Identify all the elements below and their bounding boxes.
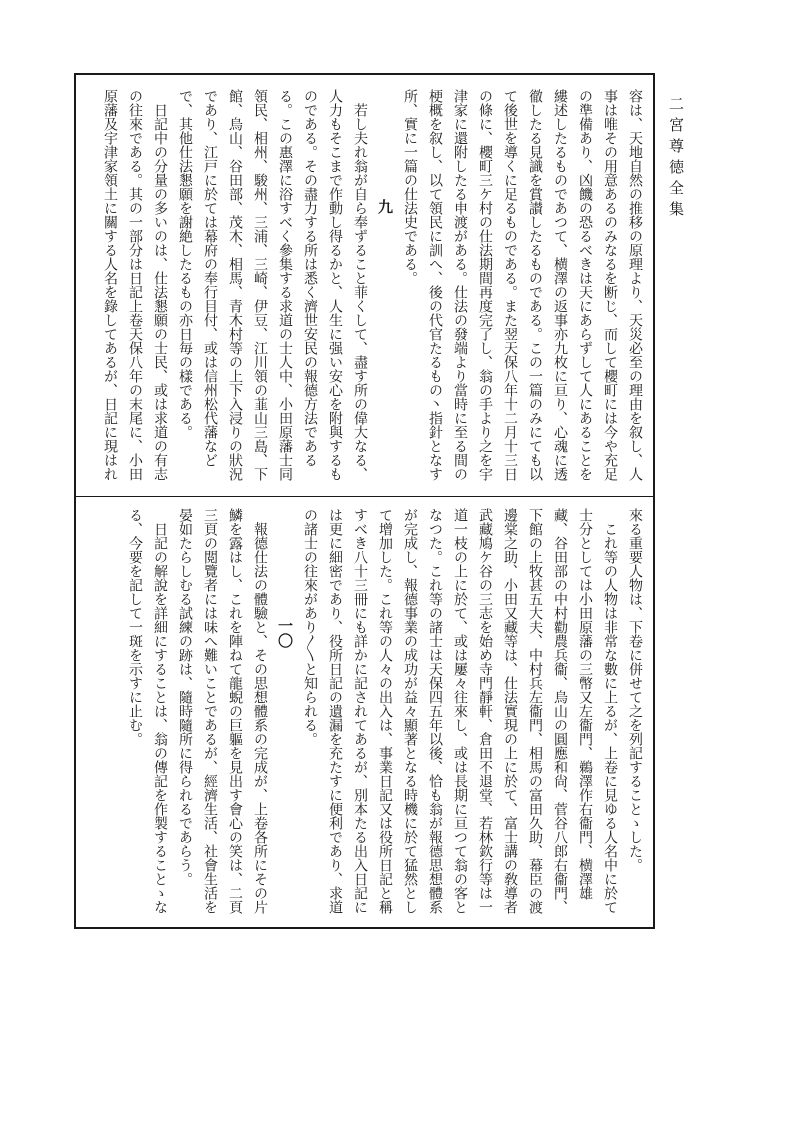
paragraph: 若し夫れ翁が自ら奉ずること菲くして、盡す所の偉大なる、人力もそこまで作動し得るかと、人生に强い安心を附與するものである。その盡力する所は悉く濟世安民の報德方法であるる。この惠澤に浴すべく參集する求道の士人中、小田原藩士同領民、相州、駿州、三浦、三崎、伊豆、江川領の韮山三島、下館、烏山、谷田部、茂木、相馬、青木村等の上下入浸りの狀況であり、江戸に於ては幕府の奉行目付、或は信州松代藩などで、其他仕法懇願を謝絶したるもの亦日毎の樣である。 (177, 89, 368, 481)
paragraph: これ等の人物は非常な數に上るが、上卷に見ゆる人名中に於て士分としては小田原藩の三幣又左衞門、鵜澤作右衞門、横澤雄藏、谷田部の中村勸農兵衞、烏山の圓應和尙、菅谷八郎右衞門、下館の上牧甚五大夫、中村兵左衞門、相馬の富田久助、幕臣の渡邊棠之助、小田又藏等は、仕法實現の上に於て、富士講の敎導者武藏鳩ケ谷の三志を始め寺門靜軒、倉田不退堂、若林欽行等は一道一枝の上に於て、或は屢々往來し、或は長期に亘つて翁の客となつた。これ等の諸士は天保四五年以後、恰も翁が報德思想體系が完成し、報德事業の成功が益々顯著となる時機に於て猛然として增加した。これ等の人々の出入は、事業日記又は役所日記と稱すべき八十三冊にも詳かに記されてあるが、別本たる出入日記には更に細密であり、役所日記の遺漏を充たすに便利であり、求道の諸士の往來があり〳〵と知られる。 (302, 508, 618, 914)
paragraph: 日記の解說を詳細にすることは、翁の傳記を作製することゝなる、今要を記して一斑を示すに止む。 (127, 508, 168, 914)
lower-columns (122, 508, 647, 918)
paragraph: 來る重要人物は、下卷に併せて之を列記することゝした。 (627, 508, 643, 872)
paragraph: 日記中の分量の多いのは、仕法懇願の士民、或は求道の有志の往來である。其の一部分は日記上卷天保八年の末尾に、小田原藩及宇津家領土に關する人名を錄してあるが、日記に現はれ (102, 89, 168, 481)
paragraph: 報德仕法の體驗と、その思想體系の完成が、上卷各所にその片鱗を露はし、これを陣ねて龍蜺の巨軀を見出す會心の笑は、二頁三頁の閲覽者には味へ難いことであるが、經濟生活、社會生活を晏如たらしむる試練の跡は、隨時隨所に得られるであらう。 (177, 508, 268, 914)
section-heading-10: 一〇 (276, 618, 294, 648)
paragraph: 容は、天地自然の推移の原理より、天災必至の理由を叙し、人事は唯その用意あるのみなるを断じ、而して櫻町には今や充足の準備あり、凶饑の恐るべきは天にあらずして人にあることを縷述したるものであつて、横澤の返事亦九枚に亘り、心魂に透徹したる見識を賞讃したるものである。この一篇のみにても以て後世を導くに足るものである。また翌天保八年十二月十三日の條に、櫻町三ケ村の仕法期間再度完了し、翁の手より之を宇津家に還附したる申渡がある。仕法の發端より當時に至る間の梗概を叙し、以て領民に訓へ、後の代官たるもの丶指針となす所、實に一篇の仕法史である。 (402, 89, 643, 481)
page-frame (74, 73, 655, 929)
page-divider (76, 496, 653, 497)
section-heading-9: 九 (376, 199, 394, 214)
lower-text-block (82, 508, 647, 918)
upper-text-block (82, 89, 647, 489)
running-title: 二宮尊徳全集 (667, 96, 685, 222)
upper-columns (97, 89, 647, 489)
